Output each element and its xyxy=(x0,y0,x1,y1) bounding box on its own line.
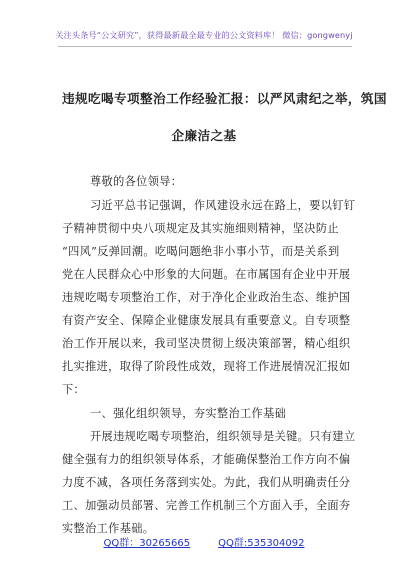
section-line: 健全强有力的组织领导体系，才能确保整治工作方向不偏 xyxy=(62,453,351,466)
document-title-line-2: 企廉洁之基 xyxy=(171,128,237,143)
body-line: “四风”反弹回潮。吃喝问题绝非小事小节，而是关系到 xyxy=(62,245,340,258)
salutation: 尊敬的各位领导： xyxy=(90,175,183,188)
header-divider xyxy=(58,46,352,47)
body-line: 下： xyxy=(62,383,86,396)
body-line: 有资产安全、保障企业健康发展具有重要意义。自专项整 xyxy=(62,314,351,327)
qq-group-link-2[interactable]: QQ群:535304092 xyxy=(218,538,305,549)
qq-group-link-1[interactable]: QQ群：30265665 xyxy=(103,538,191,549)
section-line: 实整治工作基础。 xyxy=(62,522,155,535)
header-banner: 关注头条号“公文研究”，获得最新最全最专业的公文资料库！ 微信：gongwenyj xyxy=(55,30,353,40)
body-line: 党在人民群众心中形象的大问题。在市属国有企业中开展 xyxy=(62,268,351,281)
body-line: 子精神贯彻中央八项规定及其实施细则精神，坚决防止 xyxy=(62,222,339,235)
body-line: 习近平总书记强调，作风建设永远在路上，要以钉钉 xyxy=(90,199,356,212)
section-line: 力度不减，各项任务落到实处。为此，我们从明确责任分 xyxy=(62,476,351,489)
body-line: 治工作开展以来，我司坚决贯彻上级决策部署，精心组织 xyxy=(62,337,351,350)
body-line: 违规吃喝专项整治工作，对于净化企业政治生态、维护国 xyxy=(62,291,351,304)
footer xyxy=(0,534,408,549)
section-heading: 一、强化组织领导，夯实整治工作基础 xyxy=(90,407,287,420)
body-line: 扎实推进，取得了阶段性成效，现将工作进展情况汇报如 xyxy=(62,360,351,373)
section-line: 工、加强动员部署、完善工作机制三个方面入手，全面夯 xyxy=(62,499,351,512)
document-title-line-1: 违规吃喝专项整治工作经验汇报：以严风肃纪之举，筑国 xyxy=(62,91,387,106)
section-line: 开展违规吃喝专项整治，组织领导是关键。只有建立 xyxy=(90,430,356,443)
